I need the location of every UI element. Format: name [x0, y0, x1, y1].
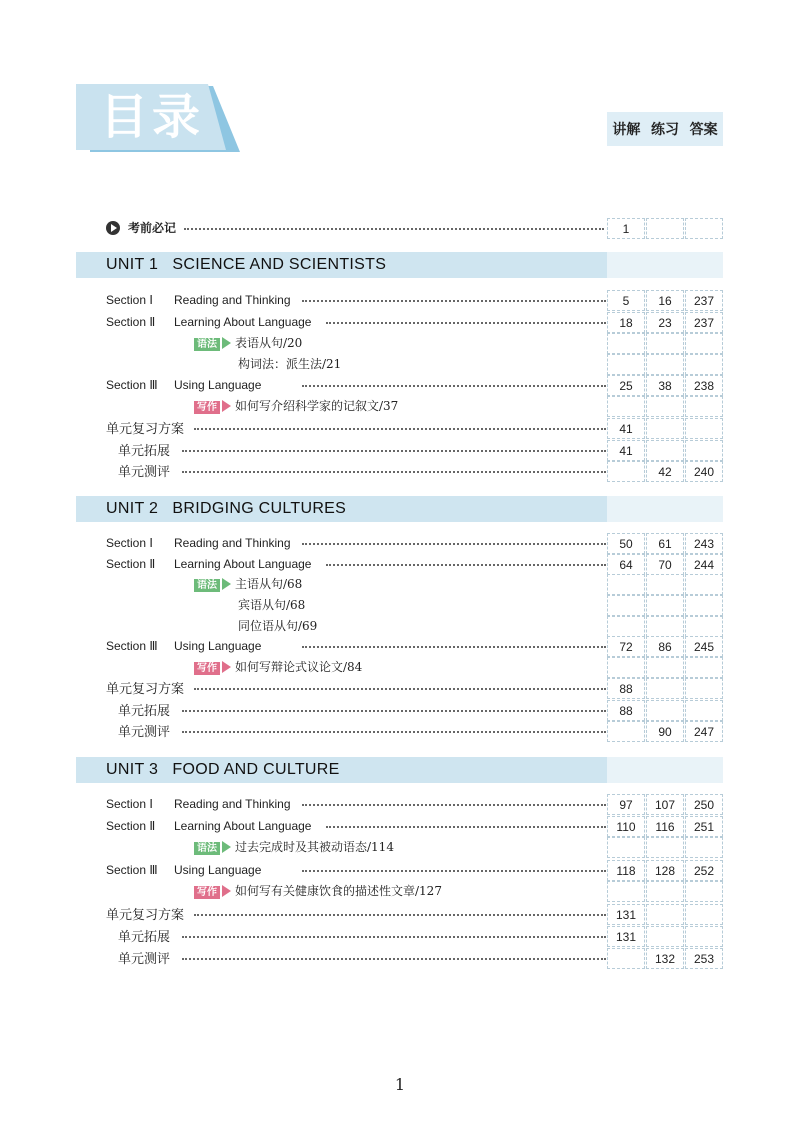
- sub-topic: [194, 657, 362, 678]
- page-cell: 88: [607, 678, 645, 699]
- page-cell: 64: [607, 554, 645, 575]
- page-cell: 238: [685, 375, 723, 396]
- page-cell: [607, 721, 645, 742]
- sub-topic: [194, 574, 302, 595]
- unit-extra-label: 单元测评: [118, 724, 171, 739]
- sub-topic-label: 如何写辩论式议论文/84: [235, 660, 363, 674]
- title-block: [76, 84, 256, 154]
- leader-dots: [302, 385, 606, 387]
- toc-row[interactable]: [106, 948, 606, 969]
- section-number: Section Ⅰ: [106, 536, 153, 550]
- page-cell: 41: [607, 418, 645, 439]
- page-cell: [685, 354, 723, 375]
- page-cell: 86: [646, 636, 684, 657]
- toc-row[interactable]: [106, 312, 606, 333]
- page-cell: [646, 881, 684, 902]
- arrow-icon: [222, 578, 231, 590]
- toc-row[interactable]: [106, 574, 606, 595]
- page-cell: 25: [607, 375, 645, 396]
- page-cell: 245: [685, 636, 723, 657]
- page-cell: [646, 574, 684, 595]
- toc-row[interactable]: [106, 418, 606, 439]
- leader-dots: [302, 300, 606, 302]
- page-cell: 42: [646, 461, 684, 482]
- grammar-tag: 语法: [194, 579, 220, 592]
- leader-dots: [184, 228, 604, 230]
- page-cell: [685, 440, 723, 461]
- toc-row[interactable]: [106, 440, 606, 461]
- unit-header-bar: [76, 757, 723, 783]
- leader-dots: [182, 936, 606, 938]
- leader-dots: [182, 471, 606, 473]
- page-cell: [685, 396, 723, 417]
- leader-dots: [326, 322, 606, 324]
- page-cell: [607, 574, 645, 595]
- leader-dots: [182, 450, 606, 452]
- page-cell: [607, 948, 645, 969]
- page-cell: [685, 700, 723, 721]
- sub-topic: [194, 333, 302, 354]
- sub-topic-label: 构词法：派生法/21: [238, 357, 342, 371]
- page-cell: 16: [646, 290, 684, 311]
- page-cell: 253: [685, 948, 723, 969]
- leader-dots: [302, 804, 606, 806]
- section-number: Section Ⅰ: [106, 797, 153, 811]
- leader-dots: [302, 870, 606, 872]
- unit-extra-label: 单元拓展: [118, 929, 171, 944]
- section-title: Learning About Language: [174, 557, 312, 571]
- toc-row[interactable]: [106, 881, 606, 902]
- leader-dots: [194, 688, 606, 690]
- page-cell: [607, 657, 645, 678]
- page-cell: [607, 461, 645, 482]
- section-title: Using Language: [174, 863, 262, 877]
- leader-dots: [302, 646, 606, 648]
- writing-tag: 写作: [194, 662, 220, 675]
- page-cell: [685, 678, 723, 699]
- toc-row[interactable]: [106, 721, 606, 742]
- toc-row[interactable]: [106, 636, 606, 657]
- section-title: Reading and Thinking: [174, 797, 291, 811]
- leader-dots: [326, 826, 606, 828]
- arrow-icon: [222, 885, 231, 897]
- page-cell: [607, 881, 645, 902]
- column-header-practice: 练习: [650, 121, 679, 137]
- page-title: 目录: [100, 89, 205, 145]
- page-cell: 50: [607, 533, 645, 554]
- page-cell: 244: [685, 554, 723, 575]
- sub-topic-label: 表语从句/20: [235, 336, 303, 350]
- writing-tag: 写作: [194, 401, 220, 414]
- column-header-explain: 讲解: [612, 121, 641, 137]
- section-number: Section Ⅲ: [106, 639, 158, 653]
- page-cell: [685, 881, 723, 902]
- section-number: Section Ⅱ: [106, 557, 156, 571]
- page-cell: 247: [685, 721, 723, 742]
- page-cell: [646, 657, 684, 678]
- toc-row[interactable]: [106, 860, 606, 881]
- page-cell: [607, 333, 645, 354]
- arrow-icon: [222, 400, 231, 412]
- toc-row[interactable]: [106, 461, 606, 482]
- page-cell: 116: [646, 816, 684, 837]
- page-cell: 90: [646, 721, 684, 742]
- page-cell: [607, 354, 645, 375]
- page-cell: 61: [646, 533, 684, 554]
- unit-title: UNIT 1 SCIENCE AND SCIENTISTS: [106, 256, 387, 273]
- arrow-icon: [222, 337, 231, 349]
- toc-row[interactable]: [106, 554, 606, 575]
- page-cell: 131: [607, 904, 645, 925]
- page-cell: [607, 616, 645, 637]
- page-cell: 128: [646, 860, 684, 881]
- toc-row[interactable]: [106, 794, 606, 815]
- page-cell: [685, 418, 723, 439]
- page-cell: 41: [607, 440, 645, 461]
- page-cell: [685, 904, 723, 925]
- page-cell: 131: [607, 926, 645, 947]
- toc-row[interactable]: [106, 816, 606, 837]
- page-cell: 88: [607, 700, 645, 721]
- page-cell: 23: [646, 312, 684, 333]
- page-cell: [646, 837, 684, 858]
- arrow-icon: [222, 841, 231, 853]
- column-header-answer: 答案: [689, 121, 718, 137]
- unit-extra-label: 单元测评: [118, 951, 171, 966]
- sub-topic-label: 同位语从句/69: [238, 619, 318, 633]
- intro-label: 考前必记: [128, 221, 177, 235]
- unit-extra-label: 单元测评: [118, 464, 171, 479]
- page-cell: [646, 926, 684, 947]
- section-title: Learning About Language: [174, 819, 312, 833]
- page-cell: [685, 595, 723, 616]
- section-number: Section Ⅱ: [106, 315, 156, 329]
- section-title: Reading and Thinking: [174, 293, 291, 307]
- page-cell: [646, 595, 684, 616]
- page-cell: [646, 396, 684, 417]
- unit-title: UNIT 3 FOOD AND CULTURE: [106, 761, 340, 778]
- toc-row[interactable]: [106, 533, 606, 554]
- toc-row[interactable]: [106, 926, 606, 947]
- unit-title: UNIT 2 BRIDGING CULTURES: [106, 500, 347, 517]
- sub-topic-label: 过去完成时及其被动语态/114: [235, 840, 394, 854]
- page-cell: 97: [607, 794, 645, 815]
- leader-dots: [182, 710, 606, 712]
- page-cell: [607, 837, 645, 858]
- leader-dots: [182, 958, 606, 960]
- page-cell: [646, 333, 684, 354]
- page-cell: [685, 218, 723, 239]
- page-cell: [685, 616, 723, 637]
- intro-row[interactable]: [106, 218, 606, 239]
- section-title: Using Language: [174, 639, 262, 653]
- toc-row[interactable]: [106, 616, 606, 637]
- toc-row[interactable]: [106, 290, 606, 311]
- grammar-tag: 语法: [194, 338, 220, 351]
- page-number: 1: [394, 1075, 406, 1094]
- page-cell: 1: [607, 218, 645, 239]
- unit-header-bar: [76, 252, 723, 278]
- leader-dots: [194, 914, 606, 916]
- unit-extra-label: 单元拓展: [118, 703, 171, 718]
- page-cell: 70: [646, 554, 684, 575]
- page-cell: [685, 926, 723, 947]
- leader-dots: [194, 428, 606, 430]
- leader-dots: [302, 543, 606, 545]
- toc-row[interactable]: [106, 678, 606, 699]
- leader-dots: [326, 564, 606, 566]
- page-cell: [607, 595, 645, 616]
- page-cell: 237: [685, 290, 723, 311]
- page-cell: [685, 837, 723, 858]
- unit-review-label: 单元复习方案: [106, 421, 185, 436]
- section-number: Section Ⅲ: [106, 863, 158, 877]
- page-cell: 132: [646, 948, 684, 969]
- toc-row[interactable]: [106, 700, 606, 721]
- page-cell: 252: [685, 860, 723, 881]
- page-cell: 72: [607, 636, 645, 657]
- toc-row[interactable]: [106, 657, 606, 678]
- toc-row[interactable]: [106, 375, 606, 396]
- toc-row[interactable]: [106, 904, 606, 925]
- page-cell: 107: [646, 794, 684, 815]
- sub-topic: [238, 616, 317, 637]
- writing-tag: 写作: [194, 886, 220, 899]
- page-cell: 118: [607, 860, 645, 881]
- sub-topic: [194, 396, 398, 417]
- page-cell: 110: [607, 816, 645, 837]
- page-cell: [685, 333, 723, 354]
- sub-topic: [238, 595, 305, 616]
- sub-topic-label: 如何写介绍科学家的记叙文/37: [235, 399, 399, 413]
- toc-row[interactable]: [106, 837, 606, 858]
- leader-dots: [182, 731, 606, 733]
- page-cell: 18: [607, 312, 645, 333]
- page-cell: [646, 354, 684, 375]
- unit-review-label: 单元复习方案: [106, 681, 185, 696]
- unit-review-label: 单元复习方案: [106, 907, 185, 922]
- sub-topic-label: 宾语从句/68: [238, 598, 306, 612]
- section-title: Reading and Thinking: [174, 536, 291, 550]
- sub-topic: [194, 837, 394, 858]
- section-title: Learning About Language: [174, 315, 312, 329]
- toc-row[interactable]: [106, 396, 606, 417]
- page-cell: 38: [646, 375, 684, 396]
- section-number: Section Ⅰ: [106, 293, 153, 307]
- toc-row[interactable]: [106, 595, 606, 616]
- page-cell: [646, 418, 684, 439]
- column-header: [607, 112, 723, 146]
- grammar-tag: 语法: [194, 842, 220, 855]
- page-cell: 250: [685, 794, 723, 815]
- page-cell: [646, 904, 684, 925]
- page-cell: 237: [685, 312, 723, 333]
- section-number: Section Ⅱ: [106, 819, 156, 833]
- sub-topic: [194, 881, 442, 902]
- section-number: Section Ⅲ: [106, 378, 158, 392]
- toc-row[interactable]: [106, 333, 606, 354]
- page-cell: [646, 700, 684, 721]
- page-cell: 5: [607, 290, 645, 311]
- unit-header-bar: [76, 496, 723, 522]
- sub-topic-label: 主语从句/68: [235, 577, 303, 591]
- page-cell: [685, 657, 723, 678]
- page-cell: 240: [685, 461, 723, 482]
- arrow-icon: [222, 661, 231, 673]
- page-cell: [646, 440, 684, 461]
- page-cell: [646, 218, 684, 239]
- sub-topic-label: 如何写有关健康饮食的描述性文章/127: [235, 884, 442, 898]
- sub-topic: [238, 354, 341, 375]
- page-cell: [607, 396, 645, 417]
- toc-row[interactable]: [106, 354, 606, 375]
- unit-extra-label: 单元拓展: [118, 443, 171, 458]
- page-cell: [646, 616, 684, 637]
- page-cell: [646, 678, 684, 699]
- page-cell: 251: [685, 816, 723, 837]
- page-cell: 243: [685, 533, 723, 554]
- page-cell: [685, 574, 723, 595]
- section-title: Using Language: [174, 378, 262, 392]
